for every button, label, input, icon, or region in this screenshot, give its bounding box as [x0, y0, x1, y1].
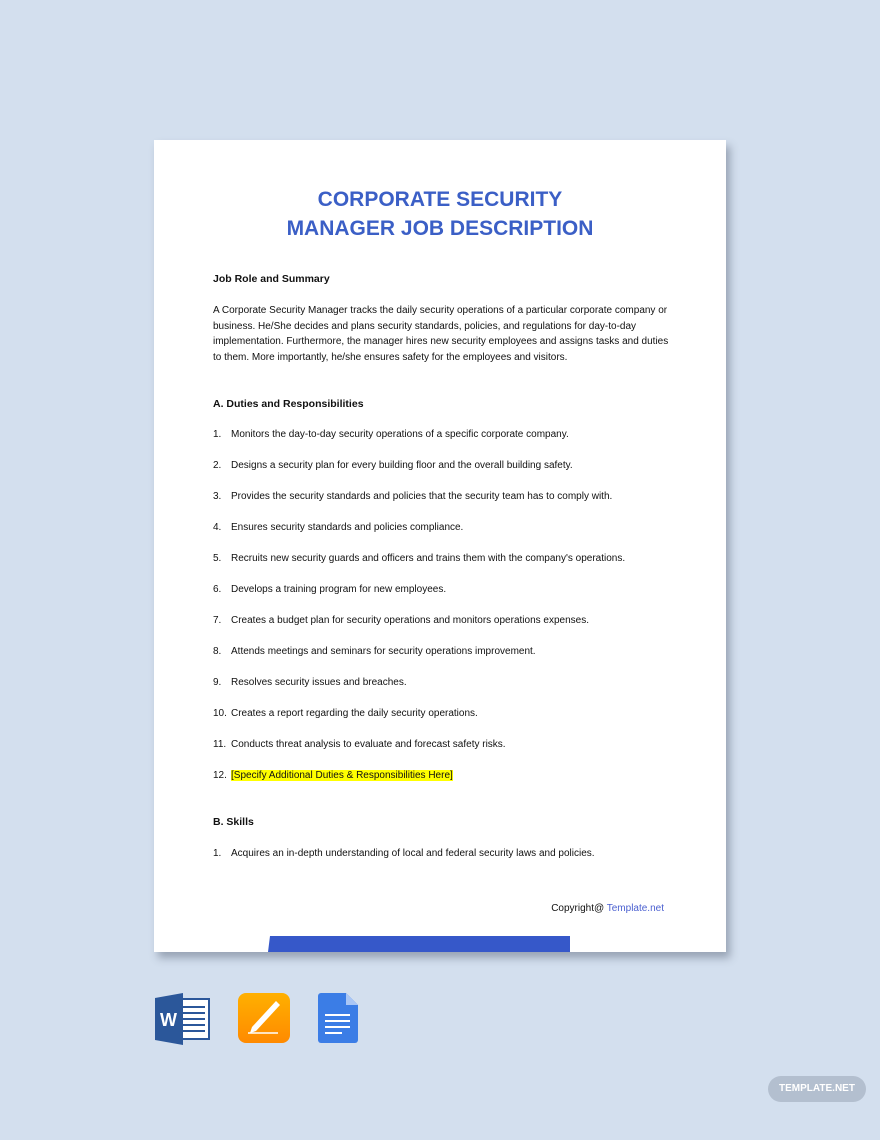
skills-heading: B. Skills — [213, 816, 254, 828]
list-item — [213, 708, 478, 719]
list-item — [213, 615, 589, 626]
item-number: 12. — [213, 770, 227, 781]
template-net-badge[interactable]: TEMPLATE.NET — [768, 1076, 866, 1102]
item-number: 3. — [213, 491, 222, 502]
item-number: 7. — [213, 615, 222, 626]
svg-text:W: W — [160, 1010, 177, 1030]
item-text: Creates a budget plan for security operations and monitors operations expenses. — [231, 615, 589, 626]
item-text: Provides the security standards and policies that the security team has to comply with. — [231, 491, 613, 502]
document-title — [154, 185, 726, 243]
list-item — [213, 491, 612, 502]
list-item — [213, 646, 536, 657]
title-line-2: MANAGER JOB DESCRIPTION — [286, 217, 594, 240]
google-docs-icon[interactable] — [318, 993, 358, 1043]
duties-heading: A. Duties and Responsibilities — [213, 398, 364, 410]
item-text: Attends meetings and seminars for security operations improvement. — [231, 646, 536, 657]
item-number: 1. — [213, 429, 222, 440]
summary-text: A Corporate Security Manager tracks the daily security operations of a particular corporate company or business. He/She decides and plans security standards, policies, and regulations for day-to-day implementation. Furthermore, the manager hires new security employees and assigns tasks and duties to them. More importantly, he/she ensures safety for the employees and visitors. — [213, 305, 669, 363]
item-text: Monitors the day-to-day security operations of a specific corporate company. — [231, 429, 569, 440]
list-item — [213, 677, 407, 688]
list-item — [213, 584, 446, 595]
footer-bar — [268, 936, 570, 952]
copyright — [551, 903, 664, 914]
item-text: Develops a training program for new employees. — [231, 584, 447, 595]
item-number: 1. — [213, 848, 222, 859]
item-number: 8. — [213, 646, 222, 657]
item-number: 5. — [213, 553, 222, 564]
item-number: 4. — [213, 522, 222, 533]
title-line-1: CORPORATE SECURITY — [317, 188, 563, 211]
item-number: 6. — [213, 584, 222, 595]
list-item — [213, 739, 506, 750]
document-page — [154, 140, 726, 952]
copyright-text: Copyright@ — [551, 903, 607, 914]
item-text: Resolves security issues and breaches. — [231, 677, 407, 688]
list-item — [213, 848, 595, 859]
item-number: 9. — [213, 677, 222, 688]
summary-heading: Job Role and Summary — [213, 273, 330, 285]
item-text: Creates a report regarding the daily security operations. — [231, 708, 478, 719]
item-number: 11. — [213, 739, 227, 750]
item-number: 10. — [213, 708, 227, 719]
list-item — [213, 522, 463, 533]
item-text: [Specify Additional Duties & Responsibilities Here] — [231, 770, 453, 781]
item-text: Conducts threat analysis to evaluate and forecast safety risks. — [231, 739, 506, 750]
item-text: Designs a security plan for every building floor and the overall building safety. — [231, 460, 573, 471]
template-link[interactable]: Template.net — [606, 903, 664, 914]
list-item — [213, 553, 625, 564]
item-number: 2. — [213, 460, 222, 471]
list-item — [213, 429, 569, 440]
item-text: Recruits new security guards and officers and trains them with the company's operations. — [231, 553, 626, 564]
pages-icon[interactable] — [238, 993, 290, 1045]
item-text: Ensures security standards and policies compliance. — [231, 522, 464, 533]
word-icon[interactable] — [155, 993, 211, 1045]
item-text: Acquires an in-depth understanding of local and federal security laws and policies. — [231, 848, 595, 859]
list-item — [213, 770, 453, 781]
list-item — [213, 460, 573, 471]
